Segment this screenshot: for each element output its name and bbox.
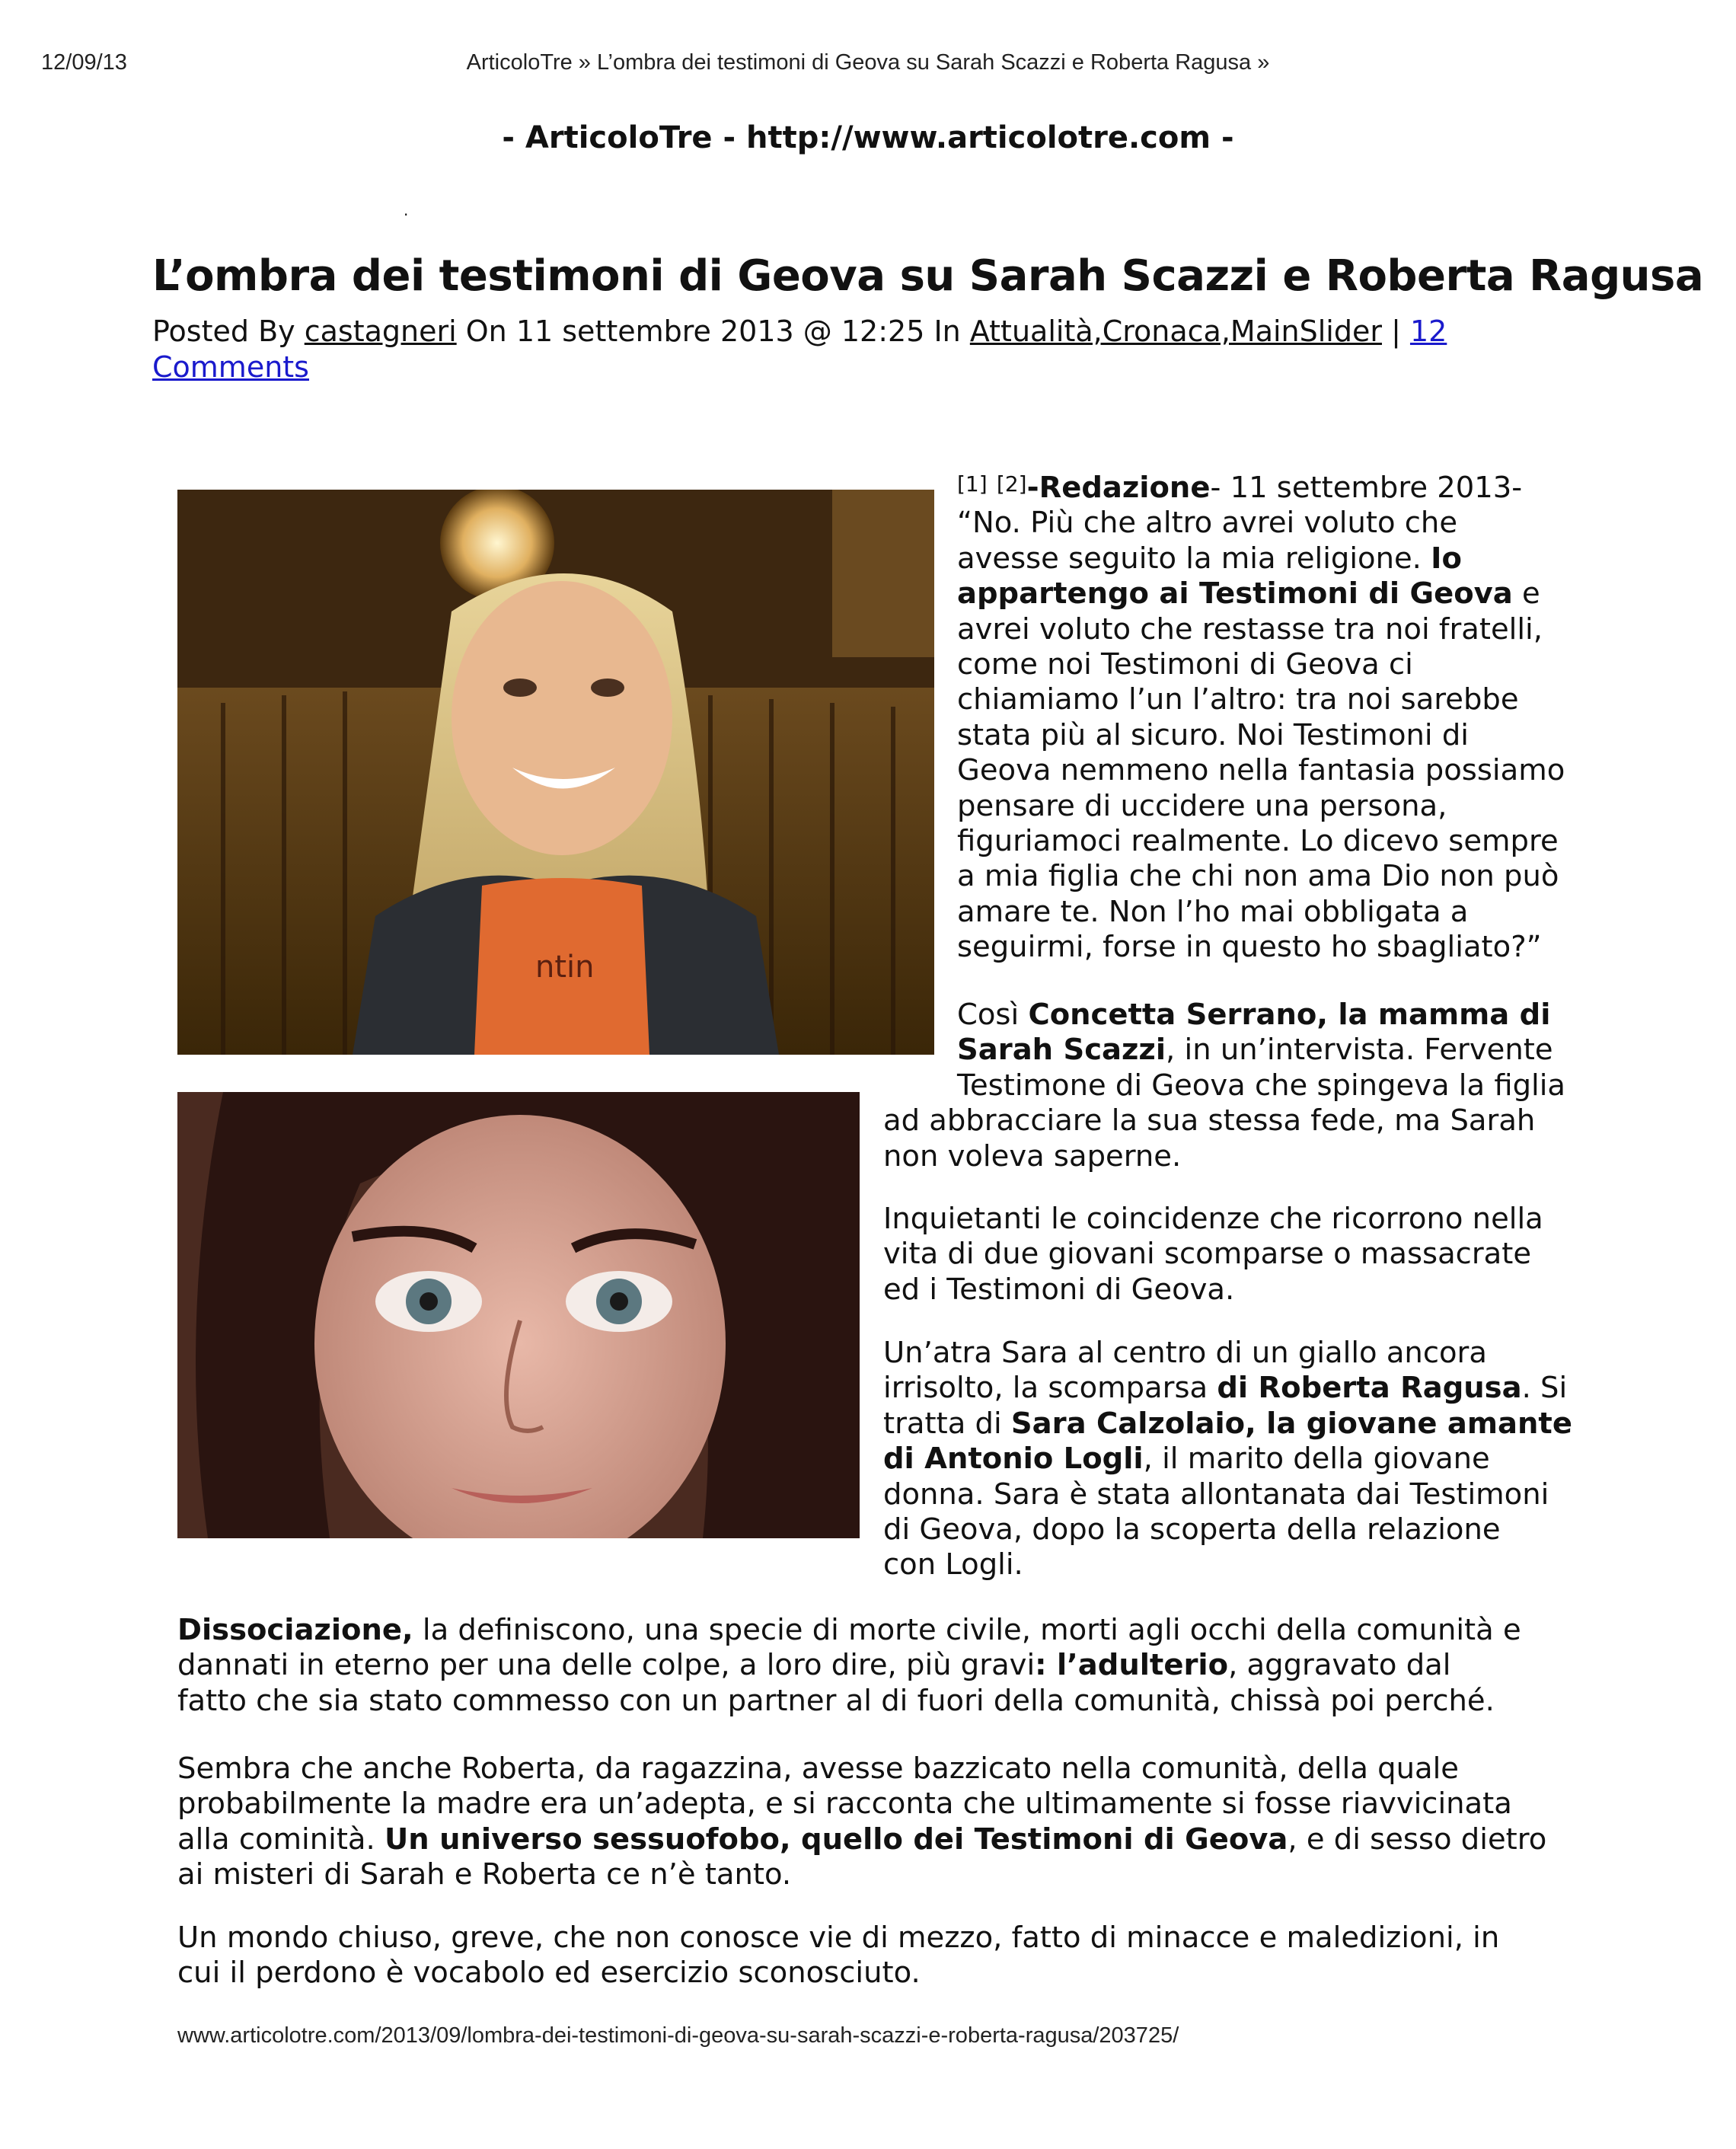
p1-line: a mia figlia che chi non ama Dio non può [957, 859, 1559, 894]
paragraph-7 [177, 1921, 1662, 1991]
p6-line: alla cominità. [177, 1822, 385, 1857]
photo-roberta-ragusa [177, 1092, 860, 1538]
ref-1[interactable]: [1] [957, 471, 988, 497]
p4-line: tratta di [883, 1406, 1011, 1441]
p2-line: ad abbracciare la sua stessa fede, ma Sarah [883, 1103, 1536, 1138]
post-date: 11 settembre 2013 @ 12:25 [515, 315, 925, 348]
site-line: - ArticoloTre - http://www.articolotre.com - [502, 120, 1234, 155]
p4-bold: di Antonio Logli [883, 1442, 1144, 1477]
print-date: 12/09/13 [41, 50, 127, 75]
ref-2[interactable]: [2] [996, 471, 1027, 497]
p5-line: , aggravato dal [1228, 1648, 1451, 1683]
p1-line: stata più al sicuro. Noi Testimoni di [957, 717, 1469, 752]
p4-bold: Sara Calzolaio, la giovane amante [1010, 1406, 1572, 1441]
p6-bold: Un universo sessuofobo, quello dei Testimoni di Geova [385, 1822, 1288, 1857]
comments-link[interactable]: 12 Comments [152, 315, 1447, 384]
p3-line: Inquietanti le coincidenze che ricorrono nella [883, 1202, 1543, 1236]
paragraph-1 [957, 467, 1642, 966]
redazione-label: -Redazione [1026, 471, 1211, 505]
on-label: On [456, 315, 516, 348]
in-label: In [924, 315, 970, 348]
p2-line: Testimone di Geova che spingeva la figlia [957, 1068, 1565, 1103]
p4-line: irrisolto, la scomparsa [883, 1371, 1217, 1406]
p7-line: cui il perdono è vocabolo ed esercizio sconosciuto. [177, 1956, 921, 1991]
p2-bold: Concetta Serrano, la mamma di [1028, 998, 1551, 1032]
svg-text:ntin: ntin [535, 950, 595, 985]
p4-line: di Geova, dopo la scoperta della relazione [883, 1512, 1501, 1547]
p1-line: seguirmi, forse in questo ho sbagliato?” [957, 930, 1542, 965]
p1-line: e [1512, 576, 1540, 611]
p1-line: figuriamoci realmente. Lo dicevo sempre [957, 824, 1559, 859]
p6-line: probabilmente la madre era un’adepta, e si racconta che ultimamente si fosse riavvicinata [177, 1787, 1512, 1822]
p6-line: ai misteri di Sarah e Roberta ce n’è tanto. [177, 1857, 792, 1892]
p1-bold: appartengo ai Testimoni di Geova [957, 576, 1513, 611]
p2-line: non voleva saperne. [883, 1138, 1182, 1173]
article-meta [152, 314, 1599, 385]
p4-line: con Logli. [883, 1547, 1023, 1582]
meta-separator: | [1381, 315, 1410, 348]
categories-link[interactable]: Attualità,Cronaca,MainSlider [969, 315, 1382, 348]
p1-line: avrei voluto che restasse tra noi fratelli, [957, 611, 1543, 647]
paragraph-4 [883, 1336, 1645, 1583]
p5-line: la definiscono, una specie di morte civile, morti agli occhi della comunità e [413, 1613, 1521, 1647]
p1-line: Geova nemmeno nella fantasia possiamo [957, 753, 1565, 788]
posted-by-label: Posted By [152, 315, 305, 348]
separator-dot: · [404, 206, 409, 224]
paragraph-3 [883, 1202, 1645, 1308]
p2-line: , in un’intervista. Fervente [1166, 1033, 1553, 1068]
print-header [0, 50, 1736, 84]
p5-bold: : l’adulterio [1035, 1648, 1229, 1683]
p7-line: Un mondo chiuso, greve, che non conosce vie di mezzo, fatto di minacce e maledizioni, in [177, 1921, 1500, 1955]
p4-line: . Si [1521, 1371, 1568, 1406]
p5-line: fatto che sia stato commesso con un partner al di fuori della comunità, chissà poi perché. [177, 1683, 1495, 1718]
footer-url: www.articolotre.com/2013/09/lombra-dei-testimoni-di-geova-su-sarah-scazzi-e-roberta-ragusa/203725/ [177, 2023, 1179, 2048]
p4-line: Un’atra Sara al centro di un giallo ancora [883, 1336, 1487, 1370]
p3-line: ed i Testimoni di Geova. [883, 1272, 1235, 1307]
p1-line: “No. Più che altro avrei voluto che [957, 506, 1458, 541]
p1-line: chiamiamo l’un l’altro: tra noi sarebbe [957, 682, 1519, 717]
photo-sarah-scazzi [177, 490, 934, 1055]
p5-bold: Dissociazione, [177, 1613, 413, 1647]
p1-line: pensare di uccidere una persona, [957, 788, 1447, 823]
p5-line: dannati in eterno per una delle colpe, a loro dire, più gravi [177, 1648, 1036, 1683]
p3-line: vita di due giovani scomparse o massacrate [883, 1237, 1532, 1272]
paragraph-2 [883, 998, 1645, 1174]
p1-line: avesse seguito la mia religione. [957, 541, 1431, 576]
p4-line: , il marito della giovane [1143, 1442, 1490, 1477]
paragraph-6 [177, 1751, 1662, 1893]
paragraph-5 [177, 1613, 1662, 1719]
p4-line: donna. Sara è stata allontanata dai Testimoni [883, 1477, 1549, 1512]
p2-bold: Sarah Scazzi [957, 1033, 1166, 1068]
p4-bold: di Roberta Ragusa [1217, 1371, 1522, 1406]
redazione-date: - 11 settembre 2013- [1210, 471, 1523, 505]
print-title: ArticoloTre » L’ombra dei testimoni di Geova su Sarah Scazzi e Roberta Ragusa » [466, 50, 1270, 75]
p1-line: amare te. Non l’ho mai obbligata a [957, 894, 1469, 929]
p1-bold: Io [1431, 541, 1462, 576]
author-link[interactable]: castagneri [304, 315, 457, 348]
p1-line: come noi Testimoni di Geova ci [957, 647, 1413, 682]
p2-line: Così [957, 998, 1029, 1032]
article-title: L’ombra dei testimoni di Geova su Sarah Scazzi e Roberta Ragusa [152, 251, 1704, 301]
p6-line: Sembra che anche Roberta, da ragazzina, avesse bazzicato nella comunità, della quale [177, 1751, 1459, 1786]
p6-line: , e di sesso dietro [1288, 1822, 1547, 1857]
